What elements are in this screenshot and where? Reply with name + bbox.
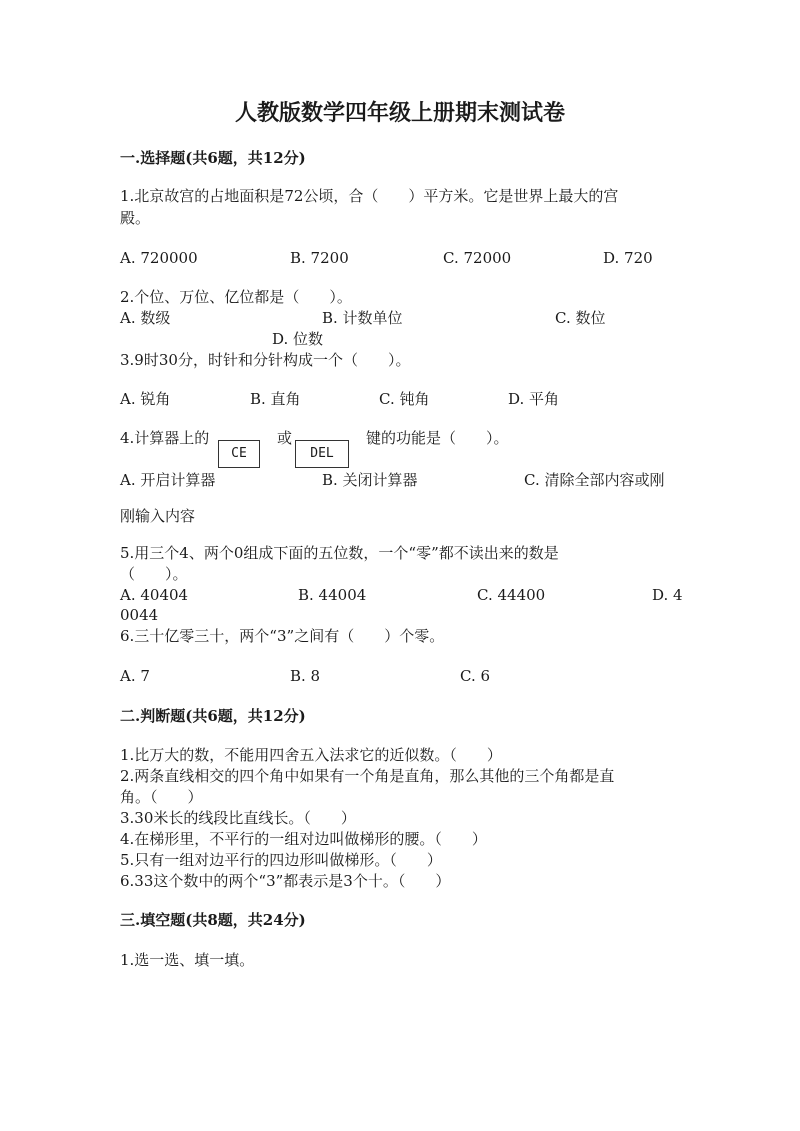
option: D. 720 bbox=[603, 249, 653, 267]
option: D. 平角 bbox=[508, 390, 560, 408]
judge-item: 6.33这个数中的两个“3”都表示是3个十。（ ） bbox=[120, 872, 451, 890]
option: A. 720000 bbox=[120, 249, 198, 267]
option: C. 72000 bbox=[443, 249, 512, 267]
judge-item: 4.在梯形里，不平行的一组对边叫做梯形的腰。（ ） bbox=[120, 830, 487, 848]
option: C. 数位 bbox=[555, 309, 606, 327]
option: A. 开启计算器 bbox=[120, 471, 216, 489]
option: B. 44004 bbox=[298, 586, 367, 604]
option: D. 4 bbox=[652, 586, 683, 604]
option: A. 40404 bbox=[120, 586, 189, 604]
option: C. 44400 bbox=[477, 586, 546, 604]
section-heading-fill: 三.填空题(共8题，共24分) bbox=[120, 911, 306, 929]
option: 刚输入内容 bbox=[120, 507, 196, 525]
section-heading-judge: 二.判断题(共6题，共12分) bbox=[120, 707, 306, 725]
question-stem: 2.个位、万位、亿位都是（ ）。 bbox=[120, 288, 352, 306]
question-stem: 或 bbox=[277, 429, 293, 447]
judge-item: 3.30米长的线段比直线长。（ ） bbox=[120, 809, 356, 827]
option: B. 关闭计算器 bbox=[322, 471, 418, 489]
option: C. 清除全部内容或刚 bbox=[524, 471, 665, 489]
page-title: 人教版数学四年级上册期末测试卷 bbox=[234, 100, 565, 126]
option: A. 7 bbox=[120, 667, 150, 685]
option: A. 数级 bbox=[120, 309, 171, 327]
option: B. 7200 bbox=[290, 249, 349, 267]
question-stem: 殿。 bbox=[120, 209, 151, 227]
option: A. 锐角 bbox=[120, 390, 171, 408]
option: C. 6 bbox=[460, 667, 491, 685]
option: C. 钝角 bbox=[379, 390, 430, 408]
option: 0044 bbox=[120, 606, 159, 624]
option: B. 8 bbox=[290, 667, 321, 685]
question-stem: 4.计算器上的 bbox=[120, 429, 210, 447]
question-stem: 1.北京故宫的占地面积是72公顷，合（ ）平方米。它是世界上最大的宫 bbox=[120, 187, 619, 205]
question-stem: 3.9时30分，时针和分针构成一个（ ）。 bbox=[120, 351, 411, 369]
option: B. 直角 bbox=[250, 390, 301, 408]
section-heading-choice: 一.选择题(共6题，共12分) bbox=[120, 149, 306, 167]
judge-item: 1.比万大的数，不能用四舍五入法求它的近似数。（ ） bbox=[120, 746, 502, 764]
question-stem: 键的功能是（ ）。 bbox=[366, 429, 509, 447]
fill-item: 1.选一选、填一填。 bbox=[120, 951, 255, 969]
question-stem: （ ）。 bbox=[120, 565, 188, 583]
option: D. 位数 bbox=[272, 330, 324, 348]
del-key-box: DEL bbox=[295, 440, 349, 468]
judge-item: 角。（ ） bbox=[120, 788, 203, 806]
judge-item: 2.两条直线相交的四个角中如果有一个角是直角，那么其他的三个角都是直 bbox=[120, 767, 615, 785]
judge-item: 5.只有一组对边平行的四边形叫做梯形。（ ） bbox=[120, 851, 442, 869]
option: B. 计数单位 bbox=[322, 309, 403, 327]
ce-key-box: CE bbox=[218, 440, 260, 468]
question-stem: 6.三十亿零三十，两个“3”之间有（ ）个零。 bbox=[120, 627, 445, 645]
question-stem: 5.用三个4、两个0组成下面的五位数，一个“零”都不读出来的数是 bbox=[120, 544, 559, 562]
